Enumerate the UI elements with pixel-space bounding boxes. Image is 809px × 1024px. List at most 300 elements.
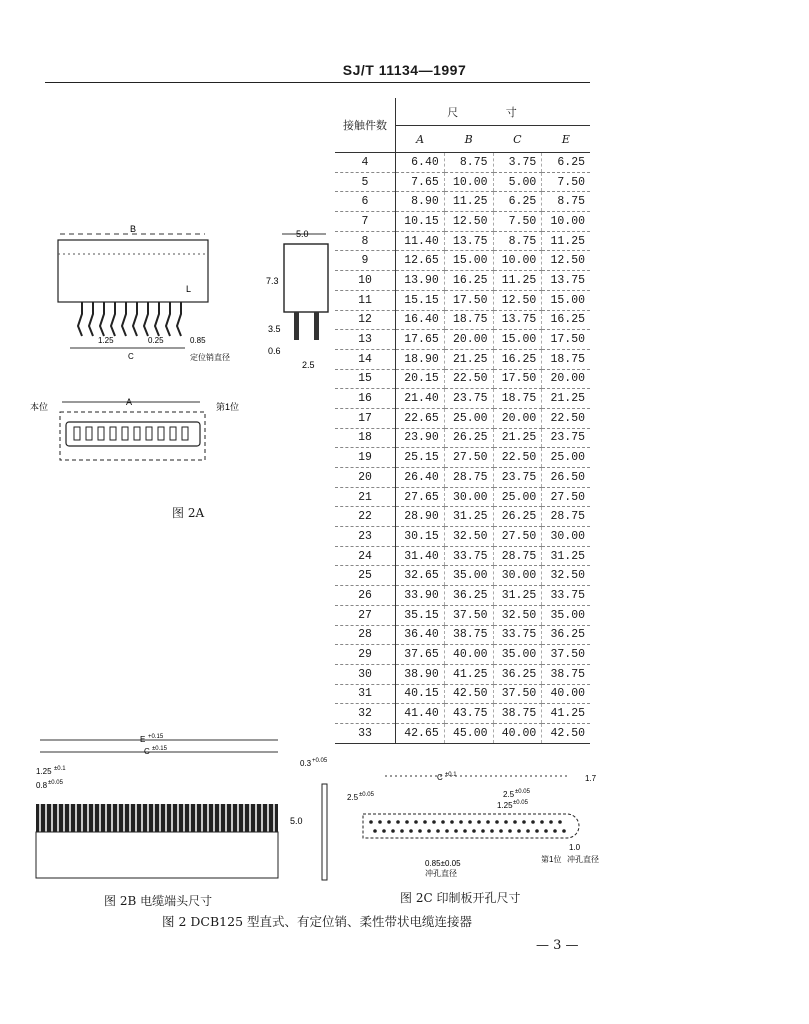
dimension-cell: 21.25 — [542, 389, 590, 409]
table-row — [335, 428, 590, 448]
dimension-cell: 32.50 — [542, 566, 590, 586]
pcb-hole — [531, 820, 535, 824]
table-row — [335, 605, 590, 625]
dim-125-tol: ±0.05 — [513, 800, 528, 806]
fig2a-bottom-view — [30, 392, 240, 467]
contact-count-cell: 33 — [335, 723, 396, 743]
dimension-cell: 33.90 — [396, 586, 445, 606]
dimension-cell: 10.15 — [396, 212, 445, 232]
table-row — [335, 723, 590, 743]
dimension-cell: 22.50 — [493, 448, 542, 468]
dimension-cell: 8.75 — [493, 231, 542, 251]
contact-count-cell: 12 — [335, 310, 396, 330]
dimension-cell: 12.50 — [493, 290, 542, 310]
dimension-cell: 31.25 — [493, 586, 542, 606]
dim-03-tol: +0.05 — [312, 758, 328, 764]
contact-slot — [110, 427, 116, 440]
dim-50-label: 5.0 — [290, 816, 303, 826]
first-pos-label: 第1位 — [541, 855, 562, 864]
dimension-cell: 36.25 — [493, 664, 542, 684]
dim-125-label: 1.25 — [497, 801, 513, 810]
pcb-hole — [481, 829, 485, 833]
dim-a-label: A — [126, 397, 133, 407]
contact-pin — [133, 302, 137, 336]
header-rule — [45, 82, 590, 83]
dimension-cell: 16.25 — [542, 310, 590, 330]
dimension-cell: 18.75 — [444, 310, 493, 330]
pcb-hole — [513, 820, 517, 824]
dimension-cell: 23.75 — [493, 468, 542, 488]
dimension-cell: 21.25 — [444, 349, 493, 369]
contact-count-cell: 6 — [335, 192, 396, 212]
pcb-hole — [517, 829, 521, 833]
dimension-cell: 10.00 — [444, 172, 493, 192]
table-row — [335, 153, 590, 173]
dimension-cell: 11.25 — [493, 271, 542, 291]
pcb-hole — [436, 829, 440, 833]
contact-slot — [182, 427, 188, 440]
table-row — [335, 546, 590, 566]
dimension-cell: 41.25 — [444, 664, 493, 684]
table-row — [335, 566, 590, 586]
dim-17-label: 1.7 — [585, 774, 597, 783]
dimension-cell: 45.00 — [444, 723, 493, 743]
dimension-cell: 37.50 — [542, 645, 590, 665]
pin-group — [78, 302, 181, 336]
hole-group — [369, 820, 566, 833]
contact-count-cell: 15 — [335, 369, 396, 389]
dimension-cell: 10.00 — [542, 212, 590, 232]
fig2b-caption: 图 2B 电缆端头尺寸 — [104, 894, 213, 908]
contact-count-cell: 11 — [335, 290, 396, 310]
dim-025-label: 0.25 — [148, 336, 164, 345]
table-corner-label: 接触件数 — [335, 98, 396, 153]
contact-count-cell: 20 — [335, 468, 396, 488]
contact-count-cell: 31 — [335, 684, 396, 704]
table-row — [335, 231, 590, 251]
dim-25b-label: 2.5 — [503, 790, 515, 799]
dimension-cell: 43.75 — [444, 704, 493, 724]
dimension-cell: 28.90 — [396, 507, 445, 527]
table-row — [335, 468, 590, 488]
pcb-hole — [396, 820, 400, 824]
pcb-cutout — [363, 814, 579, 838]
table-body — [335, 153, 590, 744]
contact-pin — [166, 302, 170, 336]
pcb-hole — [423, 820, 427, 824]
dimension-cell: 38.75 — [444, 625, 493, 645]
dimension-cell: 38.75 — [542, 664, 590, 684]
contact-count-cell: 9 — [335, 251, 396, 271]
dimension-cell: 15.00 — [542, 290, 590, 310]
size-header: 尺 寸 — [396, 98, 591, 126]
dimension-cell: 36.25 — [444, 586, 493, 606]
contact-slot — [170, 427, 176, 440]
table-row — [335, 251, 590, 271]
dimension-cell: 25.00 — [493, 487, 542, 507]
dim-25a-label: 2.5 — [347, 793, 359, 802]
pcb-hole — [373, 829, 377, 833]
contact-count-cell: 8 — [335, 231, 396, 251]
dimension-cell: 6.40 — [396, 153, 445, 173]
dimension-cell: 15.15 — [396, 290, 445, 310]
contact-slot — [86, 427, 92, 440]
pcb-hole — [490, 829, 494, 833]
hole-note2: 冲孔直径 — [567, 855, 599, 864]
pcb-hole — [454, 829, 458, 833]
dimension-cell: 30.00 — [542, 527, 590, 547]
contact-count-cell: 10 — [335, 271, 396, 291]
pcb-hole — [544, 829, 548, 833]
pcb-hole — [441, 820, 445, 824]
contact-count-cell: 17 — [335, 408, 396, 428]
pcb-hole — [472, 829, 476, 833]
pcb-hole — [549, 820, 553, 824]
pcb-hole — [504, 820, 508, 824]
dimension-cell: 10.00 — [493, 251, 542, 271]
pos-label-left: 本位 — [30, 402, 49, 412]
cable-side-view — [322, 784, 327, 880]
dimension-cell: 22.50 — [542, 408, 590, 428]
dimension-cell: 37.65 — [396, 645, 445, 665]
dimension-cell: 27.50 — [542, 487, 590, 507]
side-73-label: 7.3 — [266, 276, 279, 286]
dimension-cell: 11.25 — [444, 192, 493, 212]
dimension-cell: 5.00 — [493, 172, 542, 192]
pcb-hole — [418, 829, 422, 833]
contact-count-cell: 14 — [335, 349, 396, 369]
dimension-cell: 37.50 — [493, 684, 542, 704]
dimension-cell: 6.25 — [493, 192, 542, 212]
pcb-hole — [468, 820, 472, 824]
dimension-cell: 12.50 — [444, 212, 493, 232]
standard-number: SJ/T 11134—1997 — [342, 62, 467, 78]
contact-count-cell: 22 — [335, 507, 396, 527]
contact-pin — [78, 302, 82, 336]
dim-085-label: 0.85 — [190, 336, 206, 345]
dimension-cell: 27.50 — [493, 527, 542, 547]
dimension-cell: 35.00 — [444, 566, 493, 586]
pcb-hole — [382, 829, 386, 833]
fig2c-caption: 图 2C 印制板开孔尺寸 — [400, 891, 521, 905]
table-row — [335, 684, 590, 704]
table-row — [335, 349, 590, 369]
pcb-hole — [400, 829, 404, 833]
fig2b-drawing — [28, 728, 368, 893]
dimension-cell: 33.75 — [542, 586, 590, 606]
dimension-cell: 23.90 — [396, 428, 445, 448]
dimension-cell: 28.75 — [493, 546, 542, 566]
dimension-cell: 28.75 — [542, 507, 590, 527]
dimension-cell: 40.15 — [396, 684, 445, 704]
fig2a-front-view — [40, 222, 230, 372]
contact-count-cell: 13 — [335, 330, 396, 350]
dimension-cell: 27.50 — [444, 448, 493, 468]
pcb-hole — [391, 829, 395, 833]
dim-25b-tol: ±0.05 — [515, 789, 530, 795]
pcb-hole — [522, 820, 526, 824]
pcb-hole — [459, 820, 463, 824]
dimension-cell: 11.40 — [396, 231, 445, 251]
pcb-hole — [562, 829, 566, 833]
column-header-e: E — [542, 126, 590, 153]
pcb-hole — [553, 829, 557, 833]
dimension-cell: 17.65 — [396, 330, 445, 350]
pcb-hole — [378, 820, 382, 824]
dimension-cell: 13.75 — [493, 310, 542, 330]
pcb-hole — [450, 820, 454, 824]
contact-slot — [158, 427, 164, 440]
pcb-hole — [387, 820, 391, 824]
cable-conductors — [36, 804, 278, 832]
dimension-cell: 40.00 — [542, 684, 590, 704]
fig2a-side-view — [264, 222, 344, 372]
column-header-c: C — [493, 126, 542, 153]
dimension-cell: 42.50 — [444, 684, 493, 704]
table-row — [335, 487, 590, 507]
dimension-cell: 3.75 — [493, 153, 542, 173]
pcb-hole — [414, 820, 418, 824]
table-row — [335, 330, 590, 350]
dimension-cell: 20.00 — [542, 369, 590, 389]
contact-pin — [144, 302, 148, 336]
contact-pin — [122, 302, 126, 336]
fig2a-caption: 图 2A — [172, 506, 205, 520]
hole-note: 冲孔直径 — [425, 869, 457, 878]
pcb-hole — [427, 829, 431, 833]
contact-count-cell: 30 — [335, 664, 396, 684]
side-pin-left — [294, 312, 299, 340]
table-row — [335, 664, 590, 684]
dim-c-label: C — [437, 773, 443, 782]
dimension-cell: 40.00 — [444, 645, 493, 665]
dimension-cell: 38.75 — [493, 704, 542, 724]
pcb-hole — [432, 820, 436, 824]
dimension-cell: 36.25 — [542, 625, 590, 645]
slot-group — [74, 427, 188, 440]
dimension-cell: 26.25 — [493, 507, 542, 527]
dimension-cell: 30.00 — [493, 566, 542, 586]
dim-125-tol: ±0.1 — [54, 766, 66, 772]
dimension-cell: 41.40 — [396, 704, 445, 724]
contact-count-cell: 25 — [335, 566, 396, 586]
dimension-cell: 16.25 — [444, 271, 493, 291]
dimension-table — [335, 98, 590, 744]
dimension-cell: 20.15 — [396, 369, 445, 389]
dimension-cell: 25.00 — [542, 448, 590, 468]
table-row — [335, 172, 590, 192]
dimension-cell: 32.65 — [396, 566, 445, 586]
dimension-cell: 20.00 — [444, 330, 493, 350]
dimension-cell: 25.15 — [396, 448, 445, 468]
pcb-hole — [526, 829, 530, 833]
dimension-cell: 32.50 — [444, 527, 493, 547]
contact-count-cell: 5 — [335, 172, 396, 192]
pcb-hole — [477, 820, 481, 824]
dim-b-label: B — [130, 224, 137, 234]
table-row — [335, 408, 590, 428]
dimension-cell: 35.00 — [493, 645, 542, 665]
side-body — [284, 244, 328, 312]
dimension-cell: 21.40 — [396, 389, 445, 409]
dimension-cell: 42.50 — [542, 723, 590, 743]
dimension-cell: 18.90 — [396, 349, 445, 369]
cable-body — [36, 832, 278, 878]
contact-count-cell: 16 — [335, 389, 396, 409]
dimension-cell: 21.25 — [493, 428, 542, 448]
pcb-hole — [558, 820, 562, 824]
dimension-cell: 8.90 — [396, 192, 445, 212]
dimension-cell: 23.75 — [542, 428, 590, 448]
dimension-cell: 35.00 — [542, 605, 590, 625]
page-number: — 3 — — [536, 938, 579, 953]
dimension-cell: 18.75 — [542, 349, 590, 369]
table-row — [335, 448, 590, 468]
dim-l-label: L — [186, 284, 192, 294]
pos-label-first: 第1位 — [216, 402, 240, 412]
dimension-cell: 33.75 — [493, 625, 542, 645]
locator-note: 定位销直径 — [190, 353, 230, 362]
table-row — [335, 290, 590, 310]
dimension-cell: 23.75 — [444, 389, 493, 409]
dimension-cell: 30.00 — [444, 487, 493, 507]
dimension-cell: 15.00 — [493, 330, 542, 350]
dim-e-label: E — [140, 735, 146, 744]
dim-25a-tol: ±0.05 — [359, 792, 374, 798]
side-pin-right — [314, 312, 319, 340]
dimension-cell: 11.25 — [542, 231, 590, 251]
dimension-cell: 42.65 — [396, 723, 445, 743]
contact-pin — [100, 302, 104, 336]
dim-c-tol: ±0.1 — [445, 772, 457, 778]
contact-count-cell: 26 — [335, 586, 396, 606]
dim-08-tol: ±0.05 — [48, 780, 63, 786]
dim-e-tol: +0.15 — [148, 734, 164, 740]
hole-dia-label: 0.85±0.05 — [425, 859, 461, 868]
contact-pin — [177, 302, 181, 336]
dim-c-label: C — [144, 747, 150, 756]
dimension-cell: 31.25 — [542, 546, 590, 566]
pcb-hole — [369, 820, 373, 824]
contact-count-cell: 27 — [335, 605, 396, 625]
dimension-cell: 30.15 — [396, 527, 445, 547]
dimension-cell: 22.50 — [444, 369, 493, 389]
contact-count-cell: 18 — [335, 428, 396, 448]
dimension-cell: 13.90 — [396, 271, 445, 291]
bottom-outline — [60, 412, 205, 460]
table-row — [335, 586, 590, 606]
dimension-cell: 16.40 — [396, 310, 445, 330]
dimension-cell: 6.25 — [542, 153, 590, 173]
dimension-cell: 26.25 — [444, 428, 493, 448]
side-25-label: 2.5 — [302, 360, 315, 370]
contact-slot — [98, 427, 104, 440]
dim-c-label: C — [128, 352, 134, 361]
table-row — [335, 369, 590, 389]
contact-count-cell: 29 — [335, 645, 396, 665]
dimension-cell: 12.50 — [542, 251, 590, 271]
column-header-b: B — [444, 126, 493, 153]
contact-slot — [134, 427, 140, 440]
pcb-hole — [540, 820, 544, 824]
contact-pin — [89, 302, 93, 336]
side-06-label: 0.6 — [268, 346, 281, 356]
side-35-label: 3.5 — [268, 324, 281, 334]
dim-08-label: 0.8 — [36, 781, 48, 790]
pcb-hole — [499, 829, 503, 833]
dim-03-label: 0.3 — [300, 759, 312, 768]
dimension-cell: 20.00 — [493, 408, 542, 428]
dimension-cell: 35.15 — [396, 605, 445, 625]
dimension-cell: 26.40 — [396, 468, 445, 488]
table-row — [335, 527, 590, 547]
dimension-cell: 16.25 — [493, 349, 542, 369]
pcb-hole — [463, 829, 467, 833]
contact-count-cell: 21 — [335, 487, 396, 507]
dimension-cell: 36.40 — [396, 625, 445, 645]
pcb-hole — [405, 820, 409, 824]
dimension-cell: 13.75 — [444, 231, 493, 251]
table-row — [335, 625, 590, 645]
dimension-cell: 31.25 — [444, 507, 493, 527]
contact-count-cell: 32 — [335, 704, 396, 724]
dimension-cell: 41.25 — [542, 704, 590, 724]
dimension-cell: 17.50 — [444, 290, 493, 310]
dim-125-label: 1.25 — [98, 336, 114, 345]
contact-count-cell: 4 — [335, 153, 396, 173]
contact-count-cell: 7 — [335, 212, 396, 232]
pcb-hole — [486, 820, 490, 824]
dimension-cell: 18.75 — [493, 389, 542, 409]
dimension-cell: 32.50 — [493, 605, 542, 625]
contact-pin — [111, 302, 115, 336]
dimension-cell: 22.65 — [396, 408, 445, 428]
table-row — [335, 645, 590, 665]
dimension-cell: 28.75 — [444, 468, 493, 488]
pcb-hole — [535, 829, 539, 833]
contact-count-cell: 23 — [335, 527, 396, 547]
dimension-cell: 17.50 — [542, 330, 590, 350]
dimension-cell: 26.50 — [542, 468, 590, 488]
contact-slot — [146, 427, 152, 440]
dimension-cell: 38.90 — [396, 664, 445, 684]
contact-count-cell: 28 — [335, 625, 396, 645]
dimension-cell: 12.65 — [396, 251, 445, 271]
dim-10-label: 1.0 — [569, 843, 581, 852]
dimension-cell: 33.75 — [444, 546, 493, 566]
table-row — [335, 507, 590, 527]
dimension-cell: 7.50 — [493, 212, 542, 232]
figure-caption: 图 2 DCB125 型直式、有定位销、柔性带状电缆连接器 — [162, 914, 473, 929]
dimension-cell: 25.00 — [444, 408, 493, 428]
pcb-hole — [445, 829, 449, 833]
pcb-hole — [409, 829, 413, 833]
pcb-hole — [508, 829, 512, 833]
fig2c-drawing — [345, 762, 605, 877]
dimension-cell: 27.65 — [396, 487, 445, 507]
dimension-cell: 13.75 — [542, 271, 590, 291]
dim-c-tol: ±0.15 — [152, 746, 167, 752]
dim-125-label: 1.25 — [36, 767, 52, 776]
column-header-a: A — [396, 126, 445, 153]
contact-pin — [155, 302, 159, 336]
dimension-cell: 31.40 — [396, 546, 445, 566]
table-row — [335, 389, 590, 409]
table-row — [335, 704, 590, 724]
dimension-cell: 40.00 — [493, 723, 542, 743]
dimension-cell: 8.75 — [542, 192, 590, 212]
table-row — [335, 192, 590, 212]
